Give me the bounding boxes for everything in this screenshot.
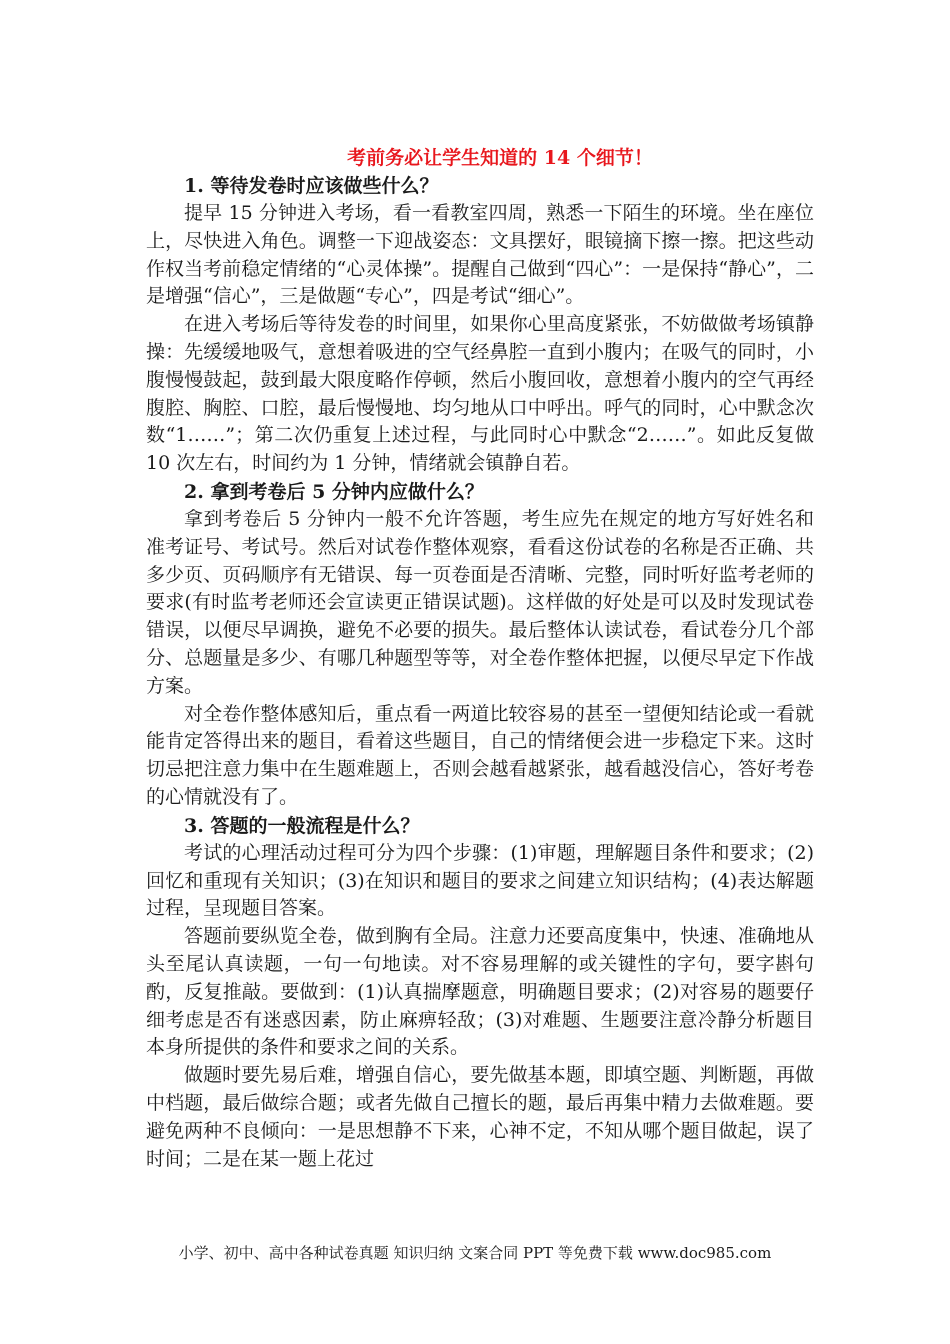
paragraph: 拿到考卷后 5 分钟内一般不允许答题，考生应先在规定的地方写好姓名和准考证号、考试号。然后对试卷作整体观察，看看这份试卷的名称是否正确、共多少页、页码顺序有无错误、每一页卷面是否清晰、完整，同时听好监考老师的要求(有时监考老师还会宣读更正错误试题)。这样做的好处是可以及时发现试卷错误，以便尽早调换，避免不必要的损失。最后整体认读试卷，看试卷分几个部分、总题量是多少、有哪几种题型等等，对全卷作整体把握，以便尽早定下作战方案。 — [146, 507, 814, 697]
document-title: 考前务必让学生知道的 14 个细节！ — [347, 147, 653, 169]
page-footer: 小学、初中、高中各种试卷真题 知识归纳 文案合同 PPT 等免费下载 www.doc985.com — [178, 1244, 772, 1262]
section-heading-1: 1. 等待发卷时应该做些什么？ — [184, 175, 439, 197]
paragraph: 考试的心理活动过程可分为四个步骤：(1)审题，理解题目条件和要求；(2)回忆和重现有关知识；(3)在知识和题目的要求之间建立知识结构；(4)表达解题过程，呈现题目答案。 — [146, 841, 814, 920]
document-body — [146, 144, 814, 1173]
paragraph: 提早 15 分钟进入考场，看一看教室四周，熟悉一下陌生的环境。坐在座位上，尽快进入角色。调整一下迎战姿态：文具摆好，眼镜摘下擦一擦。把这些动作权当考前稳定情绪的“心灵体操”。提醒自己做到“四心”：一是保持“静心”，二是增强“信心”，三是做题“专心”，四是考试“细心”。 — [146, 202, 814, 308]
paragraph: 在进入考场后等待发卷的时间里，如果你心里高度紧张，不妨做做考场镇静操：先缓缓地吸气，意想着吸进的空气经鼻腔一直到小腹内；在吸气的同时，小腹慢慢鼓起，鼓到最大限度略作停顿，然后小腹回收，意想着小腹内的空气再经腹腔、胸腔、口腔，最后慢慢地、均匀地从口中呼出。呼气的同时，心中默念次数“1……”；第二次仍重复上述过程，与此同时心中默念“2……”。如此反复做 10 次左右，时间约为 1 分钟，情绪就会镇静自若。 — [146, 313, 814, 475]
paragraph: 对全卷作整体感知后，重点看一两道比较容易的甚至一望便知结论或一看就能肯定答得出来的题目，看着这些题目，自己的情绪便会进一步稳定下来。这时切忌把注意力集中在生题难题上，否则会越看越紧张，越看越没信心，答好考卷的心情就没有了。 — [146, 702, 814, 808]
paragraph: 做题时要先易后难，增强自信心，要先做基本题，即填空题、判断题，再做中档题，最后做综合题；或者先做自己擅长的题，最后再集中精力去做难题。要避免两种不良倾向：一是思想静不下来，心神不定，不知从哪个题目做起，误了时间；二是在某一题上花过 — [146, 1064, 814, 1170]
section-heading-3: 3. 答题的一般流程是什么？ — [184, 814, 420, 837]
section-heading-2: 2. 拿到考卷后 5 分钟内应做什么？ — [184, 480, 484, 503]
paragraph: 答题前要纵览全卷，做到胸有全局。注意力还要高度集中，快速、准确地从头至尾认真读题，一句一句地读。对不容易理解的或关键性的字句，要字斟句酌，反复推敲。要做到：(1)认真揣摩题意，明确题目要求；(2)对容易的题要仔细考虑是否有迷惑因素，防止麻痹轻敌；(3)对难题、生题要注意冷静分析题目本身所提供的条件和要求之间的关系。 — [146, 925, 814, 1059]
